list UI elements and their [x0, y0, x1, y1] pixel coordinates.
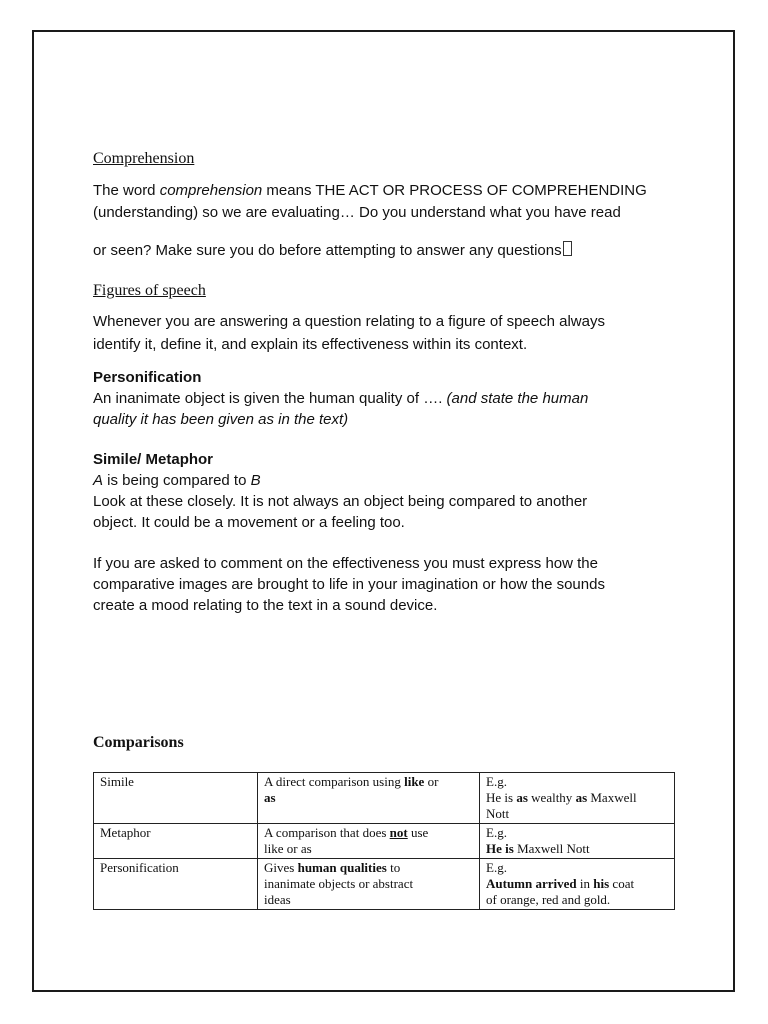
text-span: wealthy [527, 790, 576, 805]
eg-label: E.g. [486, 860, 507, 875]
figures-intro [93, 311, 683, 356]
italic-text: (and state the human [446, 390, 589, 407]
personification-line-2 [93, 409, 683, 430]
italic-a: A [93, 472, 104, 489]
text-span: inanimate objects or abstract [264, 876, 414, 891]
bold-text: as [264, 790, 276, 805]
simile-metaphor-line-2: Look at these closely. It is not always an object being compared to another [93, 493, 588, 510]
table-row [94, 824, 675, 859]
term-cell [94, 773, 258, 824]
text-span: Maxwell [587, 790, 637, 805]
personification-title: Personification [93, 369, 202, 386]
example-cell [480, 859, 675, 910]
simile-metaphor-line-3: object. It could be a movement or a feeling too. [93, 514, 405, 531]
text-span: An inanimate object is given the human quality of …. [93, 390, 447, 407]
example-cell [480, 824, 675, 859]
underlined-bold-text: not [389, 825, 408, 840]
comparisons-table [93, 772, 675, 910]
text-span: Maxwell Nott [513, 841, 590, 856]
table-row [94, 859, 675, 910]
text-span: like or as [264, 841, 312, 856]
italic-text: quality it has been given as in the text) [93, 411, 349, 428]
text-span: Nott [486, 806, 510, 821]
personification-line-1 [93, 388, 683, 409]
italic-term: comprehension [159, 182, 263, 199]
term-cell [94, 824, 258, 859]
effectiveness-line-3: create a mood relating to the text in a sound device. [93, 597, 438, 614]
personification-section [93, 367, 683, 430]
bold-text: his [593, 876, 610, 891]
definition-cell [258, 824, 480, 859]
text-span: means THE ACT OR PROCESS OF COMPREHENDING [262, 182, 647, 199]
bold-text: human qualities [297, 860, 387, 875]
text-span: ideas [264, 892, 291, 907]
term-text: Simile [100, 774, 134, 789]
comprehension-heading: Comprehension [93, 150, 195, 167]
missing-glyph-icon [563, 241, 572, 256]
bold-text: like [404, 774, 425, 789]
figures-intro-line-1: Whenever you are answering a question relating to a figure of speech always [93, 313, 605, 330]
term-text: Metaphor [100, 825, 151, 840]
effectiveness-line-2: comparative images are brought to life in your imagination or how the sounds [93, 576, 605, 593]
text-span: to [386, 860, 401, 875]
text-span: of orange, red and gold. [486, 892, 611, 907]
text-span: The word [93, 182, 160, 199]
text-span: A direct comparison using [264, 774, 405, 789]
bold-text: Autumn arrived [486, 876, 577, 891]
comparisons-heading: Comparisons [93, 734, 184, 751]
table-row [94, 773, 675, 824]
simile-metaphor-line-1 [93, 470, 683, 491]
text-span: in [576, 876, 594, 891]
simile-metaphor-title: Simile/ Metaphor [93, 451, 214, 468]
definition-cell [258, 859, 480, 910]
effectiveness-line-1: If you are asked to comment on the effectiveness you must express how the [93, 555, 598, 572]
figures-heading: Figures of speech [93, 282, 206, 299]
term-cell [94, 859, 258, 910]
bold-text: as [575, 790, 588, 805]
simile-metaphor-section [93, 449, 683, 533]
comprehension-paragraph [93, 180, 683, 224]
text-span: use [407, 825, 429, 840]
text-span: Gives [264, 860, 298, 875]
text-span: is being compared to [103, 472, 251, 489]
italic-b: B [250, 472, 261, 489]
example-cell [480, 773, 675, 824]
effectiveness-paragraph [93, 553, 683, 616]
comprehension-line-2: (understanding) so we are evaluating… Do you understand what you have read [93, 204, 621, 221]
text-span: coat [609, 876, 635, 891]
eg-label: E.g. [486, 774, 507, 789]
text-span: He is [486, 790, 517, 805]
comprehension-line-3 [93, 240, 683, 262]
text-span: or seen? Make sure you do before attempting to answer any questions [93, 242, 562, 259]
term-text: Personification [100, 860, 179, 875]
figures-intro-line-2: identify it, define it, and explain its effectiveness within its context. [93, 336, 528, 353]
definition-cell [258, 773, 480, 824]
text-span: A comparison that does [264, 825, 390, 840]
eg-label: E.g. [486, 825, 507, 840]
comprehension-line-1 [93, 180, 683, 202]
text-span: or [424, 774, 439, 789]
bold-text: He [486, 841, 506, 856]
bold-text: as [516, 790, 528, 805]
bold-text: is [505, 841, 514, 856]
